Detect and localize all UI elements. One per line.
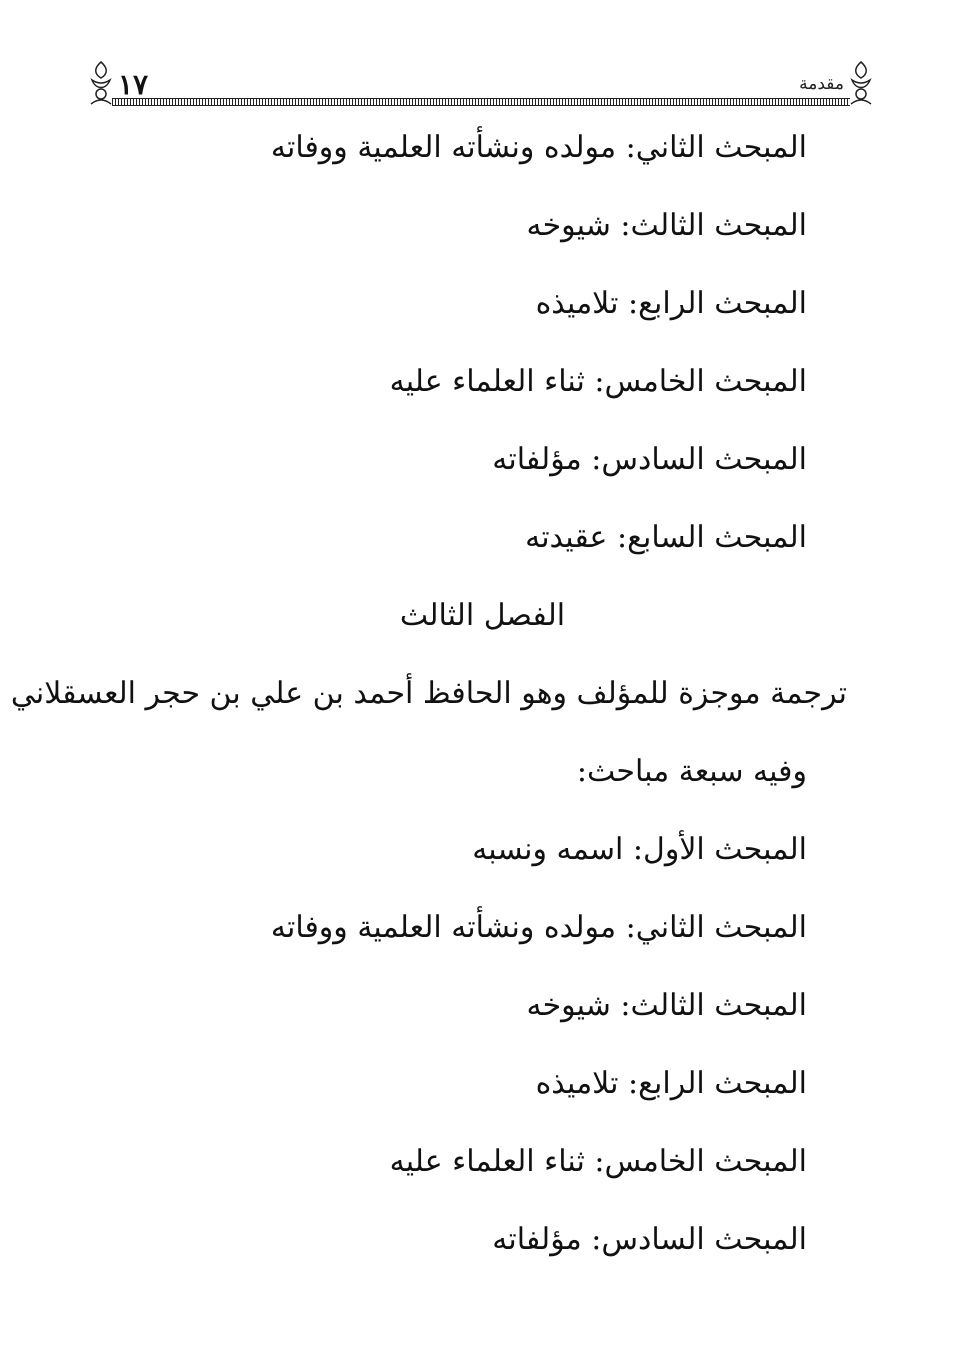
toc-line: المبحث الثالث: شيوخه [526,988,807,1023]
toc-line: المبحث الثاني: مولده ونشأته العلمية ووفاته [270,910,807,945]
toc-line: المبحث الثالث: شيوخه [526,208,807,243]
toc-line: المبحث السابع: عقيدته [525,520,807,555]
toc-line: المبحث الرابع: تلاميذه [535,1066,807,1101]
toc-line: المبحث الرابع: تلاميذه [535,286,807,321]
page-number: ١٧ [118,68,149,101]
toc-line: المبحث الخامس: ثناء العلماء عليه [389,1144,807,1179]
toc-line: المبحث الخامس: ثناء العلماء عليه [389,364,807,399]
toc-line: المبحث الأول: اسمه ونسبه [472,832,807,867]
chapter-heading: الفصل الثالث [399,598,566,633]
toc-line: وفيه سبعة مباحث: [576,754,807,789]
toc-line: المبحث السادس: مؤلفاته [492,442,807,477]
chapter-subtitle: ترجمة موجزة للمؤلف وهو الحافظ أحمد بن علي بن حجر العسقلاني [10,676,847,711]
running-head: مقدمة [799,74,844,94]
toc-line: المبحث السادس: مؤلفاته [492,1222,807,1257]
toc-line: المبحث الثاني: مولده ونشأته العلمية ووفاته [270,130,807,165]
